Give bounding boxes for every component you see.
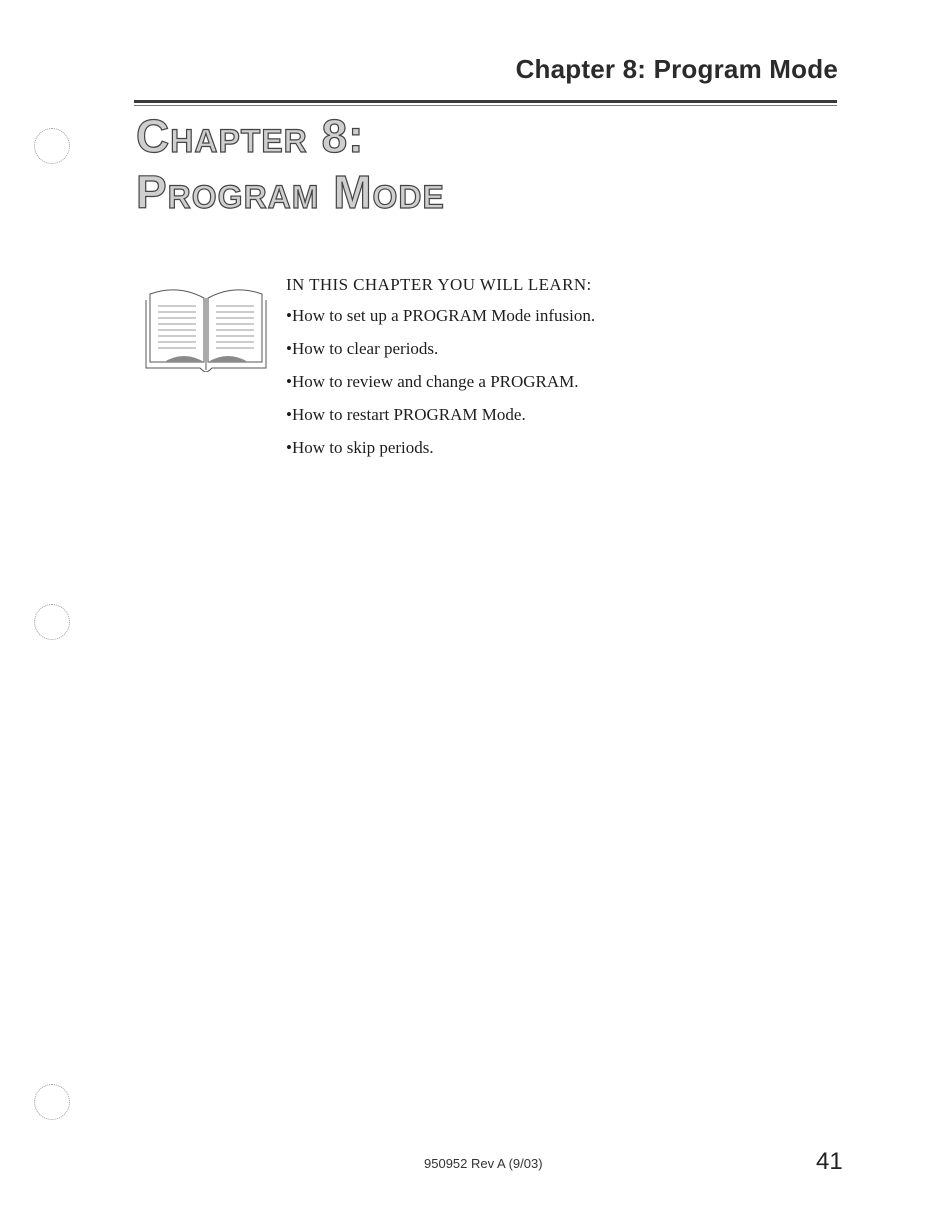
list-item: •How to set up a PROGRAM Mode infusion.	[286, 306, 596, 325]
chapter-title	[136, 108, 445, 220]
punch-hole-icon	[34, 1084, 70, 1120]
document-revision: 950952 Rev A (9/03)	[424, 1156, 543, 1171]
page-number: 41	[816, 1148, 843, 1175]
learning-heading: IN THIS CHAPTER YOU WILL LEARN:	[286, 275, 592, 294]
list-item: •How to clear periods.	[286, 339, 439, 358]
chapter-title-line-1: Chapter 8:	[136, 110, 365, 162]
header-rule-thin	[134, 105, 837, 106]
chapter-title-line-2: Program Mode	[136, 166, 445, 218]
running-header: Chapter 8: Program Mode	[515, 54, 838, 84]
list-item: •How to review and change a PROGRAM.	[286, 372, 579, 391]
learning-objectives	[286, 270, 595, 464]
header-rule	[134, 100, 837, 103]
list-item: •How to skip periods.	[286, 438, 434, 457]
list-item: •How to restart PROGRAM Mode.	[286, 405, 526, 424]
punch-hole-icon	[34, 604, 70, 640]
open-book-icon	[144, 276, 268, 372]
punch-hole-icon	[34, 128, 70, 164]
